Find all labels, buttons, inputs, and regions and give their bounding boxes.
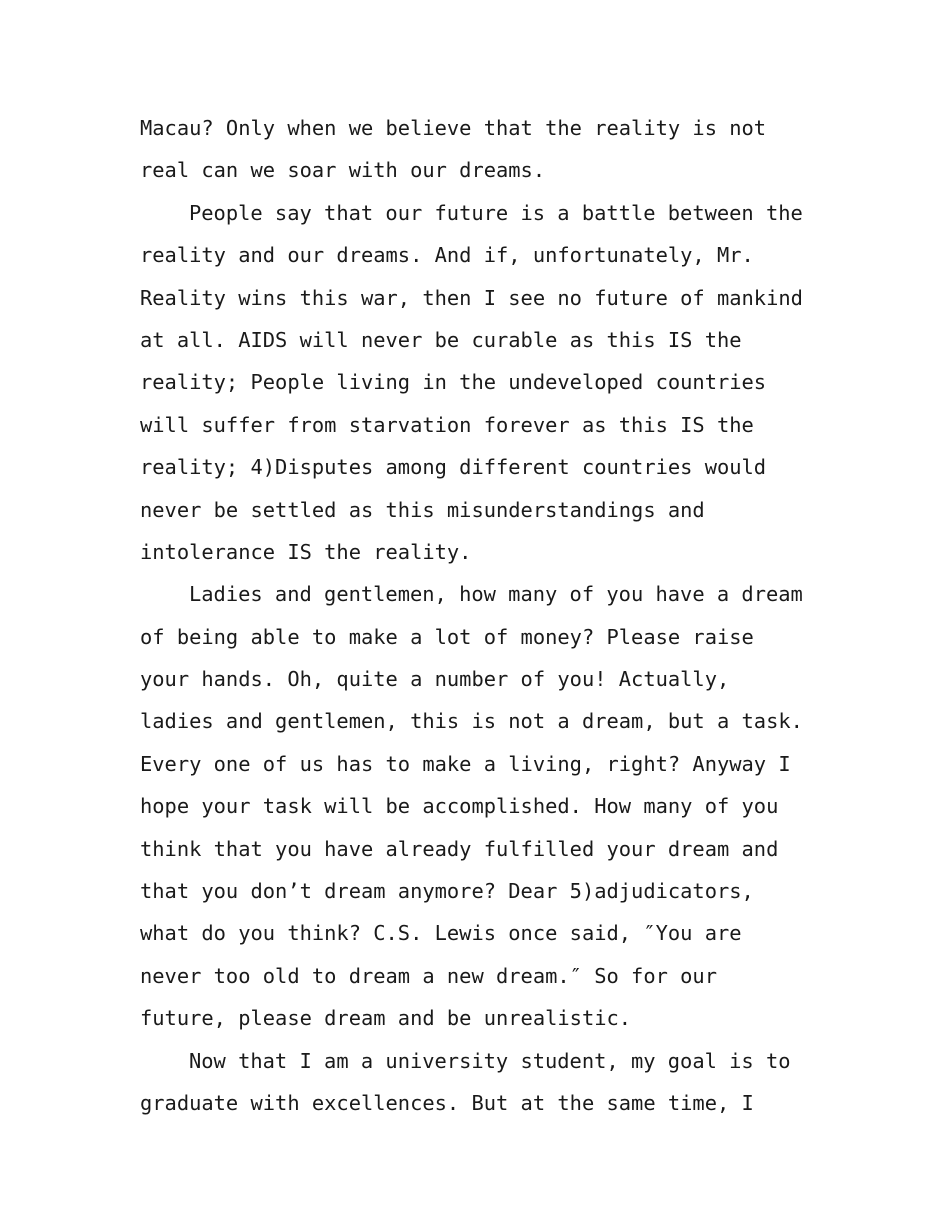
paragraph-start-line: People say that our future is a battle between the bbox=[189, 200, 803, 225]
text-line: never be settled as this misunderstandings and bbox=[140, 497, 705, 522]
text-line: what do you think? C.S. Lewis once said, ″You are bbox=[140, 921, 742, 946]
text-line: reality; People living in the undeveloped countries bbox=[140, 370, 767, 395]
text-line: reality and our dreams. And if, unfortunately, Mr. bbox=[140, 243, 754, 268]
text-line: Reality wins this war, then I see no future of mankind bbox=[140, 285, 803, 310]
text-line: reality; 4)Disputes among different countries would bbox=[140, 455, 767, 480]
text-line: ladies and gentlemen, this is not a dream, but a task. bbox=[140, 709, 803, 734]
text-line: Macau? Only when we believe that the reality is not bbox=[140, 116, 767, 140]
text-line: hope your task will be accomplished. How many of you bbox=[140, 794, 779, 819]
text-line: your hands. Oh, quite a number of you! Actually, bbox=[140, 667, 730, 692]
text-line: real can we soar with our dreams. bbox=[140, 158, 546, 183]
text-line: never too old to dream a new dream.″ So for our bbox=[140, 963, 717, 988]
text-line: intolerance IS the reality. bbox=[140, 539, 472, 564]
text-line: of being able to make a lot of money? Please raise bbox=[140, 624, 754, 649]
text-line: think that you have already fulfilled your dream and bbox=[140, 836, 779, 861]
text-line: graduate with excellences. But at the same time, I bbox=[140, 1090, 754, 1115]
text-line: future, please dream and be unrealistic. bbox=[140, 1006, 632, 1031]
document-body bbox=[140, 107, 830, 1124]
text-line: at all. AIDS will never be curable as this IS the bbox=[140, 327, 742, 352]
paragraph-start-line: Now that I am a university student, my goal is to bbox=[189, 1048, 791, 1073]
text-line: will suffer from starvation forever as this IS the bbox=[140, 412, 754, 437]
text-line: Every one of us has to make a living, right? Anyway I bbox=[140, 751, 791, 776]
text-line: that you don’t dream anymore? Dear 5)adjudicators, bbox=[140, 879, 754, 904]
paragraph-start-line: Ladies and gentlemen, how many of you have a dream bbox=[189, 582, 803, 607]
